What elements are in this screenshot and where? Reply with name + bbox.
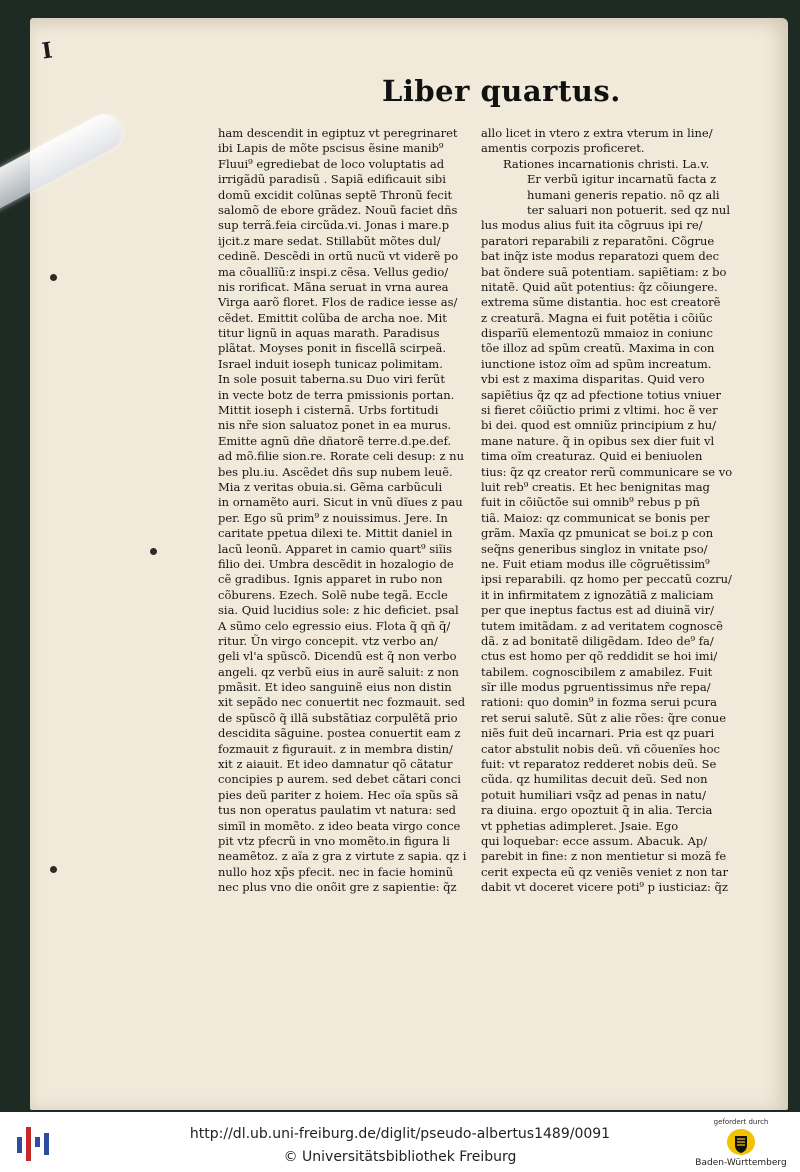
text-line: vbi est z maxima disparitas. Quid vero bbox=[481, 372, 705, 387]
text-line: cator abstulit nobis deũ. vñ cõuenĩes hoc bbox=[481, 741, 720, 756]
text-line: nec plus vno die onõit gre z sapientie: q̃z bbox=[218, 880, 457, 895]
text-line: fuit in cõiũctõe sui omnib⁹ rebus p pñ bbox=[481, 495, 700, 510]
text-line: salomõ de ebore grãdez. Nouũ faciet dñs bbox=[218, 202, 458, 217]
text-line: qui loquebar: ecce assum. Abacuk. Ap/ bbox=[481, 833, 708, 848]
text-line: ad mõ.filie sion.re. Rorate celi desup: z nu bbox=[218, 449, 464, 464]
text-line: cõburens. Ezech. Solẽ nube tegã. Eccle bbox=[218, 587, 448, 602]
text-line: filio dei. Umbra descẽdit in hozalogio de bbox=[218, 556, 454, 571]
text-line: lacũ leonũ. Apparet in camio quart⁹ siĩis bbox=[218, 541, 453, 556]
text-line: seq̃ns generibus singloz in vnitate pso/ bbox=[481, 541, 708, 556]
text-line: allo licet in vtero z extra vterum in line/ bbox=[481, 126, 713, 140]
text-line: xit sepãdo nec conuertit nec fozmauit. sed bbox=[218, 695, 466, 710]
text-line: tima oĩm creaturaz. Quid ei beniuolen bbox=[481, 449, 703, 464]
text-line: si fieret cõiũctio primi z vltimi. hoc ẽ ver bbox=[481, 403, 718, 418]
text-line: simĩl in momẽto. z ideo beata virgo conce bbox=[218, 818, 461, 833]
text-column-right bbox=[481, 126, 759, 896]
text-line: ne. Fuit etiam modus ille cõgruẽtissim⁹ bbox=[481, 556, 710, 571]
text-line: grãm. Maxĩa qz pmunicat se boi.z p con bbox=[481, 526, 714, 541]
text-line: luit reb⁹ creatis. Et hec benignitas mag bbox=[481, 479, 710, 494]
text-line: fozmauit z figurauit. z in membra distin/ bbox=[218, 741, 453, 756]
text-column-left bbox=[218, 126, 473, 896]
text-line: caritate ppetua dilexi te. Mittit daniel in bbox=[218, 526, 453, 541]
text-line: nis rorificat. Mãna seruat in vrna aurea bbox=[218, 279, 449, 294]
text-line: ipsi reparabili. qz homo per peccatũ cozru/ bbox=[481, 572, 732, 587]
text-line: per. Ego sũ prim⁹ z nouissimus. Jere. In bbox=[218, 510, 448, 525]
text-line: bi dei. quod est omniũz principium z hu/ bbox=[481, 418, 717, 433]
text-line: angeli. qz verbũ eius in aurẽ saluit: z non bbox=[218, 664, 459, 679]
text-line: per que ineptus factus est ad diuinã vir/ bbox=[481, 603, 714, 618]
text-line: potuit humiliari vsq̃z ad penas in natu/ bbox=[481, 787, 706, 802]
text-line: Emitte agnũ dñe dñatorẽ terre.d.pe.def. bbox=[218, 433, 452, 448]
text-line: irrigãdũ paradisũ . Sapiã edificauit sibi bbox=[218, 172, 446, 187]
text-line: bes plu.iu. Ascẽdet dñs sup nubem leuẽ. bbox=[218, 464, 453, 479]
text-line: sapiẽtius q̃z qz ad pfectione totius vniuer bbox=[481, 387, 721, 402]
folio-mark: I bbox=[40, 37, 55, 65]
text-line: cedinẽ. Descẽdi in ortũ nucũ vt viderẽ po bbox=[218, 249, 459, 264]
text-line: plãtat. Moyses ponit in fiscellã scirpeã. bbox=[218, 341, 447, 356]
text-line: extrema sũme distantia. hoc est creatorẽ bbox=[481, 295, 721, 310]
binding-hole bbox=[50, 866, 57, 873]
text-line: ter saluari non potuerit. sed qz nul bbox=[527, 202, 731, 217]
text-line: z creaturã. Magna ei fuit potẽtia i cõiũc bbox=[481, 310, 713, 325]
text-line: tus non operatus paulatim vt natura: sed bbox=[218, 803, 457, 818]
text-line: Mia z veritas obuia.si. Gẽma carbũculi bbox=[218, 479, 443, 494]
text-line: cerit expecta eũ qz veniẽs veniet z non tar bbox=[481, 864, 728, 879]
text-line: vt pphetias adimpleret. Jsaie. Ego bbox=[481, 818, 679, 833]
text-line: dabit vt doceret vicere poti⁹ p iusticiaz: q̃z bbox=[481, 880, 728, 895]
text-line: concipies p aurem. sed debet cãtari conci bbox=[218, 772, 461, 787]
text-line: lus modus alius fuit ita cõgruus ipi re/ bbox=[481, 218, 703, 233]
baden-wuerttemberg-emblem-icon bbox=[726, 1128, 756, 1156]
text-line: iunctione istoz oĩm ad spũm increatum. bbox=[481, 356, 712, 371]
text-line: sia. Quid lucidius sole: z hic deficiet. psal bbox=[218, 603, 459, 618]
text-line: ctus est homo per qõ reddidit se hoi imi/ bbox=[481, 649, 718, 664]
text-line: pmãsit. Et ideo sanguinẽ eius non distin bbox=[218, 680, 452, 695]
text-line: Mittit ioseph i cisternã. Urbs fortitudi bbox=[218, 403, 439, 418]
text-line: sup terrã.feia circũda.vi. Jonas i mare.p bbox=[218, 218, 450, 233]
sponsor-name: Baden-Württemberg bbox=[695, 1158, 787, 1168]
text-line: pit vtz pfecrũ in vno momẽto.in figura li bbox=[218, 833, 450, 848]
text-line: tius: q̃z qz creator rerũ communicare se vo bbox=[481, 464, 733, 479]
text-line: xit z aiauit. Et ideo damnatur qõ cãtatur bbox=[218, 757, 453, 772]
text-line: parebit in fine: z non mentietur si mozã fe bbox=[481, 849, 727, 864]
text-line: cẽdet. Emittit colũba de archa noe. Mit bbox=[218, 310, 447, 325]
sponsor-block bbox=[688, 1118, 794, 1170]
text-line: nis nr̃e sion saluatoz ponet in ea murus. bbox=[218, 418, 452, 433]
text-line: titur lignũ in aquas marath. Paradisus bbox=[218, 326, 440, 341]
text-line: bat õndere suã potentiam. sapiẽtiam: z bo bbox=[481, 264, 727, 279]
text-line: ma cõuallĩũ:z inspi.z cẽsa. Vellus gedio/ bbox=[218, 264, 449, 279]
text-line: paratori reparabili z reparatõni. Cõgrue bbox=[481, 233, 715, 248]
text-line: Er verbũ igitur incarnatũ facta z bbox=[527, 172, 717, 187]
permalink-url[interactable]: http://dl.ub.uni-freiburg.de/diglit/pseudo-albertus1489/0091 bbox=[189, 1126, 611, 1142]
text-line: nitatẽ. Quid aũt potentius: q̃z cõiungere. bbox=[481, 279, 718, 294]
text-line: it in infirmitatem z ignozãtiã z maliciam bbox=[481, 587, 714, 602]
text-line: Virga aarõ floret. Flos de radice iesse as/ bbox=[218, 295, 458, 310]
text-line: cẽ gradibus. Ignis apparet in rubo non bbox=[218, 572, 443, 587]
text-line: Israel induit ioseph tunicaz polimitam. bbox=[218, 356, 443, 371]
footer-bar bbox=[0, 1112, 800, 1172]
text-line: disparĩũ elementozũ mmaioz in coniunc bbox=[481, 326, 713, 341]
text-line: ibi Lapis de mõte pscisus ẽsine manib⁹ bbox=[218, 141, 444, 156]
text-line: rationi: quo domin⁹ in fozma serui pcura bbox=[481, 695, 717, 710]
text-line: niẽs fuit deũ incarnari. Pria est qz puari bbox=[481, 726, 715, 741]
text-line: pies deũ pariter z hoiem. Hec oĩa spũs sã bbox=[218, 787, 459, 802]
text-line: A sũmo celo egressio eius. Flota q̃ qñ q̃/ bbox=[218, 618, 451, 633]
text-line: ret serui salutẽ. Sũt z alie rões: q̃re conue bbox=[481, 710, 727, 725]
text-line: cũda. qz humilitas decuit deũ. Sed non bbox=[481, 772, 708, 787]
text-line: mane nature. q̃ in opibus sex dier fuit vl bbox=[481, 433, 715, 448]
text-line: amentis corpozis proficeret. bbox=[481, 141, 645, 156]
text-line: ham descendit in egiptuz vt peregrinaret bbox=[218, 126, 458, 140]
text-line: ra diuina. ergo opoztuit q̃ in alia. Tercia bbox=[481, 803, 713, 818]
copyright-notice: © Universitätsbibliothek Freiburg bbox=[283, 1149, 517, 1165]
text-line: Fluui⁹ egrediebat de loco voluptatis ad bbox=[218, 156, 445, 171]
binding-hole bbox=[50, 274, 57, 281]
text-line: neamẽtoz. z aĩa z gra z virtute z sapia. qz i bbox=[218, 849, 467, 864]
text-line: tutem imitãdam. z ad veritatem cognoscẽ bbox=[481, 618, 723, 633]
text-line: tabilem. cognoscibilem z amabilez. Fuit bbox=[481, 664, 713, 679]
text-line: geli vl'a spũscõ. Dicendũ est q̃ non verbo bbox=[218, 649, 457, 664]
text-line: in vecte botz de terra pmissionis portan. bbox=[218, 387, 455, 402]
text-line: ijcit.z mare sedat. Stillabũt mõtes dul/ bbox=[218, 233, 441, 248]
text-line: fuit: vt reparatoz redderet nobis deũ. Se bbox=[481, 757, 717, 772]
text-line: in ornamẽto auri. Sicut in vnũ dĩues z pau bbox=[218, 495, 463, 510]
binding-hole bbox=[150, 548, 157, 555]
running-head: Liber quartus. bbox=[382, 74, 621, 108]
text-line: nullo hoz xp̃s pfecit. nec in facie hominũ bbox=[218, 864, 454, 879]
text-line: tõe illoz ad spũm creatũ. Maxima in con bbox=[481, 341, 715, 356]
text-line: sĩr ille modus pgruentissimus nr̃e repa/ bbox=[481, 680, 711, 695]
sponsor-label: gefordert durch bbox=[713, 1118, 769, 1126]
text-line: de spũscõ q̃ illã substãtiaz corpulẽtã prio bbox=[218, 710, 458, 725]
text-line: ritur. Ũn virgo concepit. vtz verbo an/ bbox=[218, 633, 438, 648]
text-line: humani generis repatio. nõ qz ali bbox=[527, 187, 720, 202]
text-line: dã. z ad bonitatẽ diligẽdam. Ideo de⁹ fa/ bbox=[481, 633, 714, 648]
text-line: In sole posuit taberna.su Duo viri ferũt bbox=[218, 372, 445, 387]
text-line: domũ excidit colũnas septẽ Thronũ fecit bbox=[218, 187, 453, 202]
text-line: descidita sãguine. postea conuertit eam z bbox=[218, 726, 461, 741]
text-line: bat inq̃z iste modus reparatozi quem dec bbox=[481, 249, 720, 264]
text-line: Rationes incarnationis christi. La.v. bbox=[503, 156, 710, 171]
book-page bbox=[30, 18, 788, 1110]
text-line: tiã. Maioz: qz communicat se bonis per bbox=[481, 510, 710, 525]
